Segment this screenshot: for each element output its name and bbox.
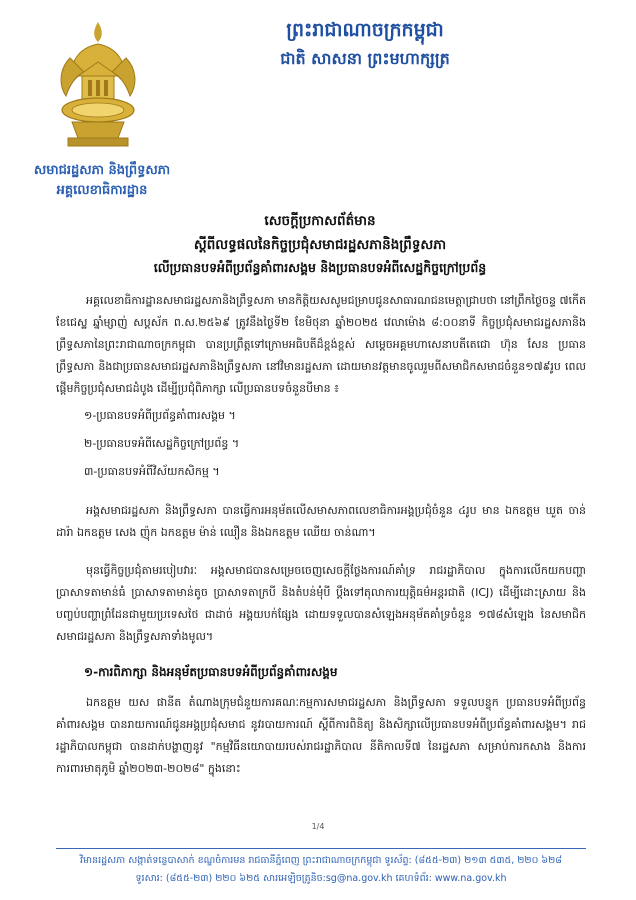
footer-contact: ទូរសារ: (៨៥៥-២៣) ២២០ ៦២៥ សារអេឡិចត្រូនិច:sg@na.gov.kh គេហទំព័រ: www.na.gov.kh bbox=[135, 873, 507, 884]
kingdom-heading: ព្រះរាជាណាចក្រកម្ពុជា bbox=[286, 19, 444, 41]
agenda-item: ១-ប្រធានបទអំពីប្រព័ន្ធគាំពារសង្គម ។ bbox=[84, 409, 236, 422]
parliament-emblem-icon bbox=[48, 18, 148, 158]
agenda-item: ៣-ប្រធានបទអំពីវិស័យកសិកម្ម ។ bbox=[84, 465, 220, 478]
document-title: សេចក្តីប្រកាសព័ត៌មាន bbox=[264, 213, 376, 229]
department-name: អគ្គលេខាធិការដ្ឋាន bbox=[56, 183, 148, 198]
footer-divider bbox=[56, 848, 586, 849]
national-motto: ជាតិ សាសនា ព្រះមហាក្សត្រ bbox=[280, 49, 450, 68]
institution-name: សមាជរដ្ឋសភា និងព្រឹទ្ធសភា bbox=[33, 163, 171, 178]
section-paragraph: ឯកឧត្តម យស ផានីត តំណាងក្រុមជំនួយការគណៈកម្មការសមាជរដ្ឋសភា និងព្រឹទ្ធសភា ទទួលបន្ទុក ប្រធានបទអំពីប្រព័ន្ធគាំពារសង្គម បានរាយការណ៍ជូនអង្គប្រជុំសមាជ នូវរបាយការណ៍ ស្តីពីការពិនិត្យ និងសិក្សាលើប្រធានបទអំពីប្រព័ន្ធគាំពារសង្គម។ រាជរដ្ឋាភិបាលកម្ពុជា បានដាក់បង្ហាញនូវ "កម្មវិធីនយោបាយរបស់រាជរដ្ឋាភិបាល នីតិកាលទី៧ នៃរដ្ឋសភា សម្រាប់ការកសាង និងការការពារមាតុភូមិ ឆ្នាំ២០២៣-២០២៨" ក្នុងនោះ bbox=[56, 696, 586, 775]
document-subtitle: ស្តីពីលទ្ធផលនៃកិច្ចប្រជុំសមាជរដ្ឋសភានិងព្រឹទ្ធសភា bbox=[193, 237, 447, 253]
page-number: 1/4 bbox=[311, 822, 325, 831]
agenda-item: ២-ប្រធានបទអំពីសេដ្ឋកិច្ចក្រៅប្រព័ន្ធ ។ bbox=[84, 437, 240, 450]
section-heading: ១-ការពិភាក្សា និងអនុម័តប្រធានបទអំពីប្រព័ន្ធគាំពារសង្គម bbox=[84, 665, 338, 679]
document-subject: លើប្រធានបទអំពីប្រព័ន្ធគាំពារសង្គម និងប្រធានបទអំពីសេដ្ឋកិច្ចក្រៅប្រព័ន្ធ bbox=[153, 260, 487, 275]
statement-paragraph: មុនធ្វើកិច្ចប្រជុំតាមរបៀបវារៈ អង្គសមាជបានសម្រេចចេញសេចក្តីថ្លែងការណ៍គាំទ្រ រាជរដ្ឋាភិបាល ក្នុងការលើកយកបញ្ហាប្រាសាទតាមាន់ធំ ប្រាសាទតាមាន់តូច ប្រាសាទតាក្របី និងតំបន់មុំបី ប្តឹងទៅតុលាការយុត្តិធម៌អន្តរជាតិ (ICJ) ដើម្បីដោះស្រាយ និងបញ្ចប់បញ្ហាព្រំដែនជាមួយប្រទេសថៃ ជាដាច់ អង្គយបក់ផ្សែង ដោយទទួលបានសំឡេងអនុម័តគាំទ្រចំនួន ១៧៨សំឡេង នៃសមាជិកសមាជរដ្ឋសភា និងព្រឹទ្ធសភាទាំងមូល។ bbox=[56, 564, 586, 643]
footer-address: វិមានរដ្ឋសភា សង្កាត់ទន្លេបាសាក់ ខណ្ឌចំការមន រាជធានីភ្នំពេញ ព្រះរាជាណាចក្រកម្ពុជា ទូរស័ព្ទ: (៨៥៥-២៣) ២១៣ ៥៣៥, ២២០ ៦២៨ bbox=[80, 855, 562, 866]
secretaries-paragraph: អង្គសមាជរដ្ឋសភា និងព្រឹទ្ធសភា បានធ្វើការអនុម័តលើសមាសភាពលេខាធិការអង្គប្រជុំចំនួន ៤រូប មាន ឯកឧត្តម ឃួត ចាន់ដារ៉ា ឯកឧត្តម សេង ញ៉ុក ឯកឧត្តម ម៉ាន់ ឈឿន និងឯកឧត្តម ឈើយ ចាន់ណា។ bbox=[56, 504, 586, 539]
intro-paragraph: អគ្គលេខាធិការដ្ឋានសមាជរដ្ឋសភានិងព្រឹទ្ធសភា មានកិត្តិយសសូមជម្រាបជូនសាធារណជនមេត្តាជ្រាបថា នៅព្រឹកថ្ងៃចន្ទ ៧កើត ខែជេស្ឋ ឆ្នាំម្សាញ់ សប្តស័ក ព.ស.២៥៦៩ ត្រូវនឹងថ្ងៃទី២ ខែមិថុនា ឆ្នាំ២០២៥ វេលាម៉ោង ៨:០០នាទី កិច្ចប្រជុំសមាជរដ្ឋសភានិងព្រឹទ្ធសភានៃព្រះរាជាណាចក្រកម្ពុជា បានប្រព្រឹត្តទៅក្រោមអធិបតីដ៏ខ្ពង់ខ្ពស់ សម្តេចអគ្គមហាសេនាបតីតេជោ ហ៊ុន សែន ប្រធានព្រឹទ្ធសភា និងជាប្រធានសមាជរដ្ឋសភានិងព្រឹទ្ធសភា នៅវិមានរដ្ឋសភា ដោយមានវត្តមានចូលរួមពីសមាជិកសមាជចំនួន១៧៩រូប ពេលផ្តើមកិច្ចប្រជុំសមាជដំបូង ដើម្បីប្រជុំពិភាក្សា លើប្រធានបទចំនួនបីមាន ៖ bbox=[56, 294, 586, 395]
